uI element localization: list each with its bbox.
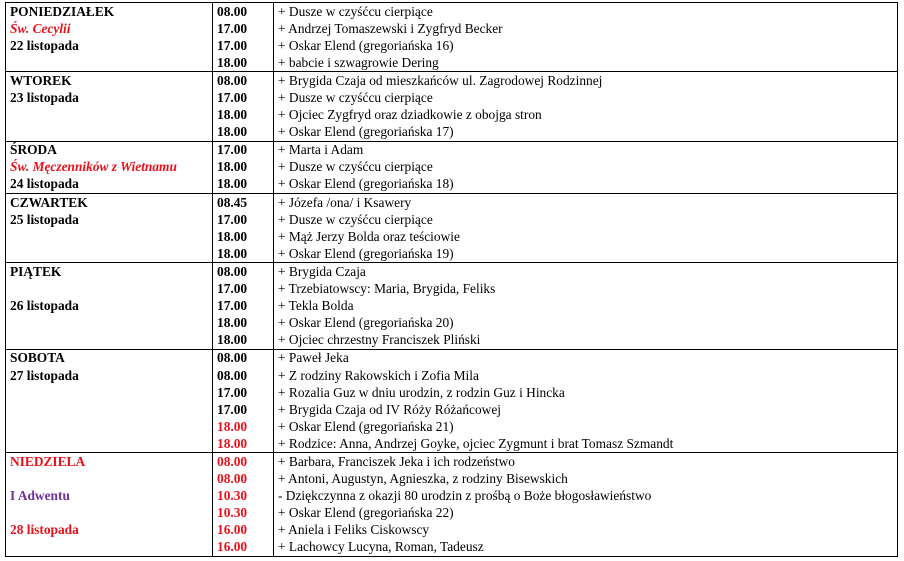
day-cell: 25 listopada (6, 211, 213, 228)
table-row (6, 332, 898, 350)
table-row (6, 107, 898, 124)
intention-cell: + Oskar Elend (gregoriańska 16) (274, 37, 898, 54)
table-row (6, 453, 898, 471)
day-cell (6, 435, 213, 453)
intention-cell: + Oskar Elend (gregoriańska 18) (274, 176, 898, 194)
time-cell: 17.00 (213, 37, 274, 54)
day-cell: 23 listopada (6, 89, 213, 106)
day-cell: NIEDZIELA (6, 453, 213, 471)
table-row (6, 505, 898, 522)
time-cell: 18.00 (213, 245, 274, 263)
time-cell: 18.00 (213, 418, 274, 435)
table-row (6, 281, 898, 298)
table-row (6, 471, 898, 488)
intention-cell: + Dusze w czyśćcu cierpiące (274, 159, 898, 176)
table-row (6, 298, 898, 315)
time-cell: 08.00 (213, 72, 274, 90)
intention-cell: + Mąż Jerzy Bolda oraz teściowie (274, 228, 898, 245)
intention-cell: + Rozalia Guz w dniu urodzin, z rodzin Guz i Hincka (274, 384, 898, 401)
time-cell: 18.00 (213, 228, 274, 245)
intention-cell: + Aniela i Feliks Ciskowscy (274, 522, 898, 539)
intention-cell: + Oskar Elend (gregoriańska 22) (274, 505, 898, 522)
intention-cell: + Oskar Elend (gregoriańska 21) (274, 418, 898, 435)
table-row (6, 211, 898, 228)
table-row (6, 228, 898, 245)
day-cell (6, 124, 213, 142)
table-row (6, 141, 898, 159)
intention-cell: + Oskar Elend (gregoriańska 19) (274, 245, 898, 263)
intention-cell: + Józefa /ona/ i Ksawery (274, 194, 898, 212)
table-row (6, 20, 898, 37)
table-row (6, 488, 898, 505)
intention-cell: + Ojciec chrzestny Franciszek Pliński (274, 332, 898, 350)
time-cell: 08.45 (213, 194, 274, 212)
time-cell: 18.00 (213, 435, 274, 453)
time-cell: 18.00 (213, 176, 274, 194)
time-cell: 10.30 (213, 505, 274, 522)
time-cell: 18.00 (213, 159, 274, 176)
table-row (6, 245, 898, 263)
table-row (6, 37, 898, 54)
intention-cell: + Rodzice: Anna, Andrzej Goyke, ojciec Zygmunt i brat Tomasz Szmandt (274, 435, 898, 453)
time-cell: 17.00 (213, 281, 274, 298)
table-row (6, 349, 898, 367)
intention-cell: + Brygida Czaja od mieszkańców ul. Zagrodowej Rodzinnej (274, 72, 898, 90)
intention-cell: + Oskar Elend (gregoriańska 20) (274, 315, 898, 332)
intention-cell: + Dusze w czyśćcu cierpiące (274, 89, 898, 106)
time-cell: 17.00 (213, 141, 274, 159)
table-row (6, 263, 898, 281)
table-row (6, 124, 898, 142)
time-cell: 17.00 (213, 211, 274, 228)
intention-cell: + Brygida Czaja od IV Róży Różańcowej (274, 401, 898, 418)
day-cell (6, 245, 213, 263)
day-cell: 28 listopada (6, 522, 213, 539)
day-cell (6, 471, 213, 488)
intention-cell: + Dusze w czyśćcu cierpiące (274, 211, 898, 228)
time-cell: 08.00 (213, 263, 274, 281)
intention-cell: + babcie i szwagrowie Dering (274, 54, 898, 72)
time-cell: 18.00 (213, 107, 274, 124)
table-row (6, 539, 898, 557)
table-row (6, 54, 898, 72)
mass-intentions-body (6, 3, 898, 557)
day-cell: CZWARTEK (6, 194, 213, 212)
day-cell: Św. Cecylii (6, 20, 213, 37)
table-row (6, 418, 898, 435)
day-cell: ŚRODA (6, 141, 213, 159)
table-row (6, 3, 898, 21)
day-cell: 24 listopada (6, 176, 213, 194)
intention-cell: + Z rodziny Rakowskich i Zofia Mila (274, 367, 898, 384)
time-cell: 17.00 (213, 298, 274, 315)
day-cell: PONIEDZIAŁEK (6, 3, 213, 21)
day-cell: 27 listopada (6, 367, 213, 384)
table-row (6, 401, 898, 418)
table-row (6, 522, 898, 539)
intention-cell: + Ojciec Zygfryd oraz dziadkowie z obojga stron (274, 107, 898, 124)
intention-cell: + Oskar Elend (gregoriańska 17) (274, 124, 898, 142)
table-row (6, 176, 898, 194)
table-row (6, 89, 898, 106)
intention-cell: + Barbara, Franciszek Jeka i ich rodzeństwo (274, 453, 898, 471)
day-cell (6, 315, 213, 332)
time-cell: 17.00 (213, 89, 274, 106)
day-cell (6, 228, 213, 245)
time-cell: 10.30 (213, 488, 274, 505)
table-row (6, 72, 898, 90)
time-cell: 08.00 (213, 349, 274, 367)
day-cell (6, 418, 213, 435)
time-cell: 18.00 (213, 124, 274, 142)
table-row (6, 367, 898, 384)
intention-cell: + Brygida Czaja (274, 263, 898, 281)
day-cell: PIĄTEK (6, 263, 213, 281)
time-cell: 16.00 (213, 522, 274, 539)
time-cell: 08.00 (213, 3, 274, 21)
intention-cell: + Marta i Adam (274, 141, 898, 159)
day-cell: SOBOTA (6, 349, 213, 367)
time-cell: 16.00 (213, 539, 274, 557)
intention-cell: + Dusze w czyśćcu cierpiące (274, 3, 898, 21)
table-row (6, 315, 898, 332)
time-cell: 08.00 (213, 471, 274, 488)
day-cell (6, 539, 213, 557)
time-cell: 17.00 (213, 401, 274, 418)
time-cell: 18.00 (213, 54, 274, 72)
time-cell: 08.00 (213, 453, 274, 471)
time-cell: 18.00 (213, 332, 274, 350)
day-cell (6, 505, 213, 522)
time-cell: 18.00 (213, 315, 274, 332)
day-cell: WTOREK (6, 72, 213, 90)
time-cell: 17.00 (213, 20, 274, 37)
day-cell (6, 384, 213, 401)
day-cell: 26 listopada (6, 298, 213, 315)
day-cell: Św. Męczenników z Wietnamu (6, 159, 213, 176)
day-cell (6, 281, 213, 298)
intention-cell: + Andrzej Tomaszewski i Zygfryd Becker (274, 20, 898, 37)
intention-cell: + Tekla Bolda (274, 298, 898, 315)
table-row (6, 384, 898, 401)
intention-cell: + Paweł Jeka (274, 349, 898, 367)
mass-intentions-table (5, 2, 898, 557)
intention-cell: - Dziękczynna z okazji 80 urodzin z prośbą o Boże błogosławieństwo (274, 488, 898, 505)
day-cell (6, 332, 213, 350)
time-cell: 08.00 (213, 367, 274, 384)
day-cell (6, 54, 213, 72)
intention-cell: + Antoni, Augustyn, Agnieszka, z rodziny Bisewskich (274, 471, 898, 488)
table-row (6, 435, 898, 453)
day-cell: I Adwentu (6, 488, 213, 505)
table-row (6, 194, 898, 212)
intention-cell: + Trzebiatowscy: Maria, Brygida, Feliks (274, 281, 898, 298)
time-cell: 17.00 (213, 384, 274, 401)
day-cell (6, 401, 213, 418)
table-row (6, 159, 898, 176)
day-cell (6, 107, 213, 124)
intention-cell: + Lachowcy Lucyna, Roman, Tadeusz (274, 539, 898, 557)
day-cell: 22 listopada (6, 37, 213, 54)
